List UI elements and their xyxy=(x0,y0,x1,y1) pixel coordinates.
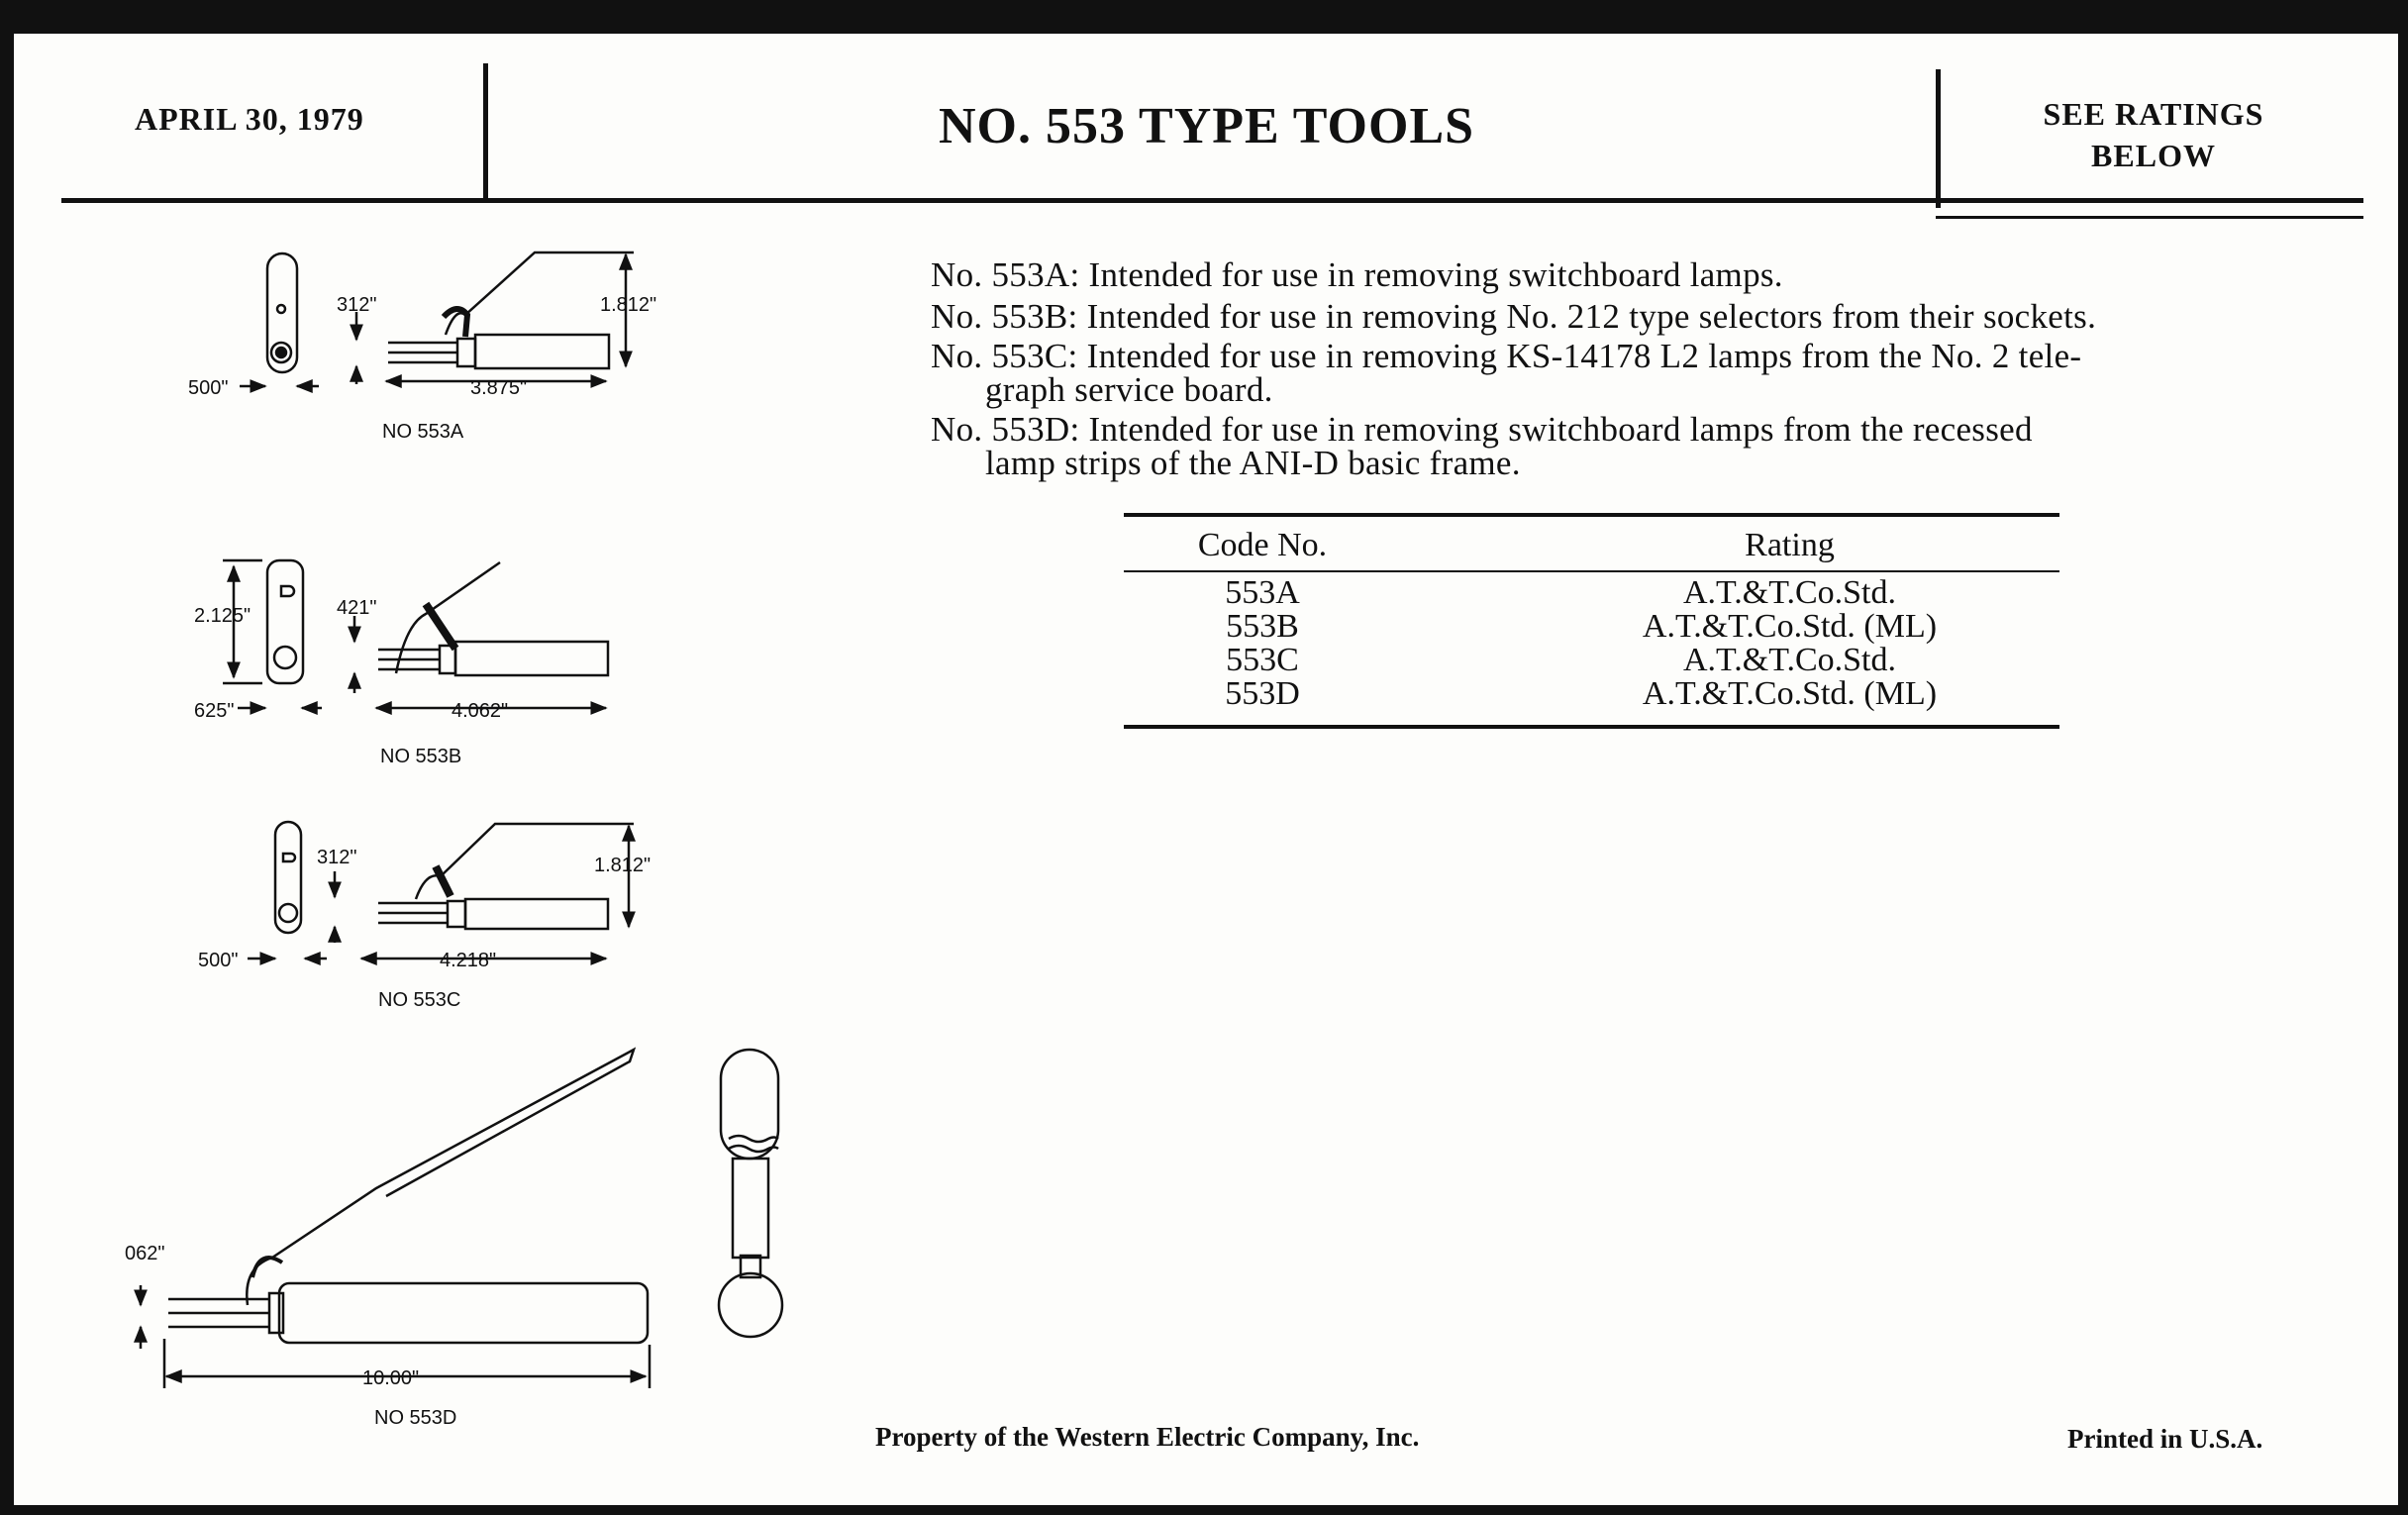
drawing-553a-label: NO 553A xyxy=(382,421,464,443)
description-text: Intended for use in removing switchboard lamps. xyxy=(1088,255,1783,294)
description-text: Intended for use in removing KS-14178 L2 lamps from the No. 2 tele- xyxy=(1086,337,2082,375)
table-cell-rating: A.T.&T.Co.Std. (ML) xyxy=(1642,608,1938,645)
header-ratings-line1: SEE RATINGS xyxy=(2043,96,2264,132)
drawing-553a-slot-icon xyxy=(277,305,285,313)
header-ratings-line2: BELOW xyxy=(2091,138,2216,173)
drawing-553c-dim-500: 500" xyxy=(198,950,239,971)
drawing-553c-handle xyxy=(465,899,608,929)
description-code: No. 553B: xyxy=(931,297,1078,336)
description-text: Intended for use in removing switchboard lamps from the recessed xyxy=(1088,410,2033,449)
table-cell-code: 553C xyxy=(1226,642,1299,678)
drawing-553b-slot-icon xyxy=(281,586,294,596)
drawing-553a-handle xyxy=(475,335,609,368)
table-cell-code: 553D xyxy=(1225,675,1300,712)
drawing-553a-dim-312: 312" xyxy=(337,294,377,316)
description-continuation: lamp strips of the ANI-D basic frame. xyxy=(985,444,1521,482)
drawing-553d-handle xyxy=(279,1283,648,1343)
description-code: No. 553D: xyxy=(931,410,1080,449)
drawing-553b-handle xyxy=(455,642,608,675)
drawing-553d-lever xyxy=(247,1050,634,1305)
drawing-553d xyxy=(141,1050,782,1388)
description-code: No. 553C: xyxy=(931,337,1078,375)
drawing-553d-tip-icon xyxy=(719,1273,782,1337)
drawing-553a-dim-500: 500" xyxy=(188,377,229,399)
drawing-553d-dim-062: 062" xyxy=(125,1243,165,1264)
drawing-553c-dim-312: 312" xyxy=(317,847,357,868)
drawing-553b-end-view xyxy=(267,560,303,683)
table-cell-code: 553A xyxy=(1225,574,1300,611)
drawing-553b-hole-icon xyxy=(274,647,296,668)
drawing-553a-dim-1812: 1.812" xyxy=(600,294,657,316)
table-cell-rating: A.T.&T.Co.Std. xyxy=(1682,642,1897,678)
drawing-553b-dim-625: 625" xyxy=(194,700,235,722)
table-header-rating: Rating xyxy=(1745,527,1835,563)
drawing-553c-dim-1812: 1.812" xyxy=(594,855,652,876)
drawing-553c-label: NO 553C xyxy=(378,989,461,1011)
drawing-553b xyxy=(223,560,608,708)
drawing-553c-hole-icon xyxy=(279,904,297,922)
drawing-553b-lever xyxy=(396,562,500,673)
table-cell-rating: A.T.&T.Co.Std. (ML) xyxy=(1642,675,1938,712)
footer-printed: Printed in U.S.A. xyxy=(2067,1424,2263,1454)
description-code: No. 553A: xyxy=(931,255,1080,294)
description-text: Intended for use in removing No. 212 type selectors from their sockets. xyxy=(1086,297,2097,336)
drawing-553c-dim-4218: 4.218" xyxy=(440,950,497,971)
table-cell-rating: A.T.&T.Co.Std. xyxy=(1682,574,1897,611)
table-cell-code: 553B xyxy=(1226,608,1299,645)
drawing-553b-dim-421: 421" xyxy=(337,597,377,619)
drawing-553d-side-view xyxy=(721,1050,778,1159)
drawing-553a-dim-3875: 3.875" xyxy=(470,377,528,399)
drawing-553b-dim-2125: 2.125" xyxy=(194,605,251,627)
drawing-553c-slot-icon xyxy=(283,854,295,861)
footer-property: Property of the Western Electric Company, Inc. xyxy=(875,1422,1420,1452)
header-date: APRIL 30, 1979 xyxy=(135,101,364,137)
page-title: NO. 553 TYPE TOOLS xyxy=(939,98,1475,154)
drawing-553c xyxy=(248,822,634,959)
drawing-553b-dim-4062: 4.062" xyxy=(452,700,509,722)
drawing-553b-label: NO 553B xyxy=(380,746,462,767)
drawing-553d-dim-1000: 10.00" xyxy=(362,1367,420,1389)
table-header-code: Code No. xyxy=(1197,527,1328,563)
drawing-553a xyxy=(240,252,634,386)
description-continuation: graph service board. xyxy=(985,370,1273,409)
drawing-553d-label: NO 553D xyxy=(374,1407,457,1429)
